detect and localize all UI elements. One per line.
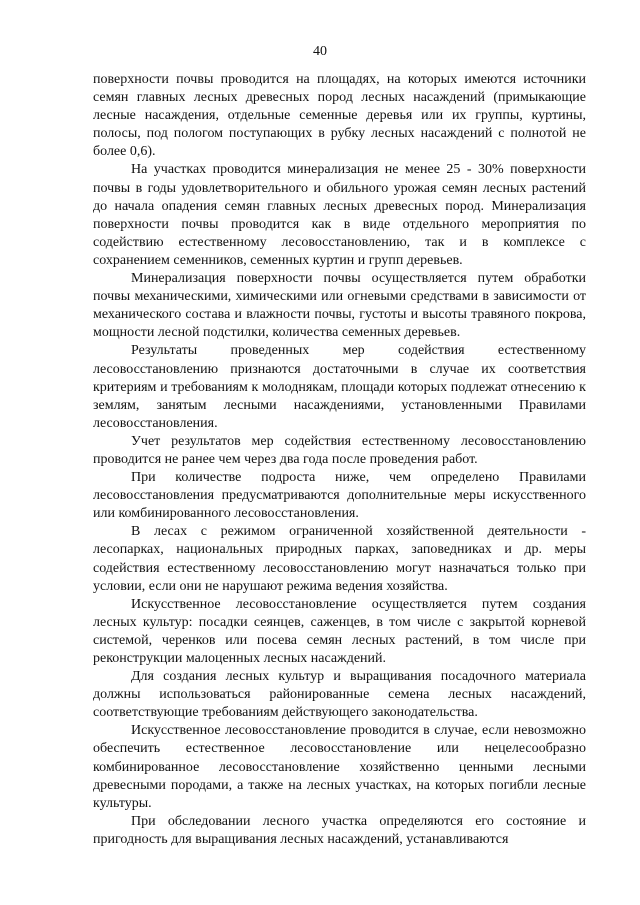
paragraph-11: При обследовании лесного участка определяются его состояние и пригодность для выращивания лесных насаждений, устанавливаются (93, 813, 586, 847)
paragraph-6: При количестве подроста ниже, чем определено Правилами лесовосстановления предусматриваются дополнительные меры искусственного или комбинированного лесовосстановления. (93, 470, 586, 522)
paragraph-2: На участках проводится минерализация не менее 25 - 30% поверхности почвы в годы удовлетворительного и обильного урожая семян лесных растений до начала опадения семян главных лесных древесных пород. Минерализация поверхности почвы проводится как в виде отдельного мероприятия по содействию естественному лесовосстановлению, так и в комплексе с сохранением семенников, семенных куртин и групп деревьев. (93, 162, 586, 268)
paragraph-1: поверхности почвы проводится на площадях, на которых имеются источники семян главных лесных древесных пород лесных насаждений (примыкающие лесные насаждения, отдельные семенные деревья или их группы, куртины, полосы, под пологом поступающих в рубку лесных насаждений с полнотой не более 0,6). (93, 72, 586, 160)
paragraph-5: Учет результатов мер содействия естественному лесовосстановлению проводится не ранее чем через два года после проведения работ. (93, 433, 586, 467)
paragraph-7: В лесах с режимом ограниченной хозяйственной деятельности - лесопарках, национальных природных парках, заповедниках и др. меры содействия естественному лесовосстановлению могут назначаться только при условии, если они не нарушают режима ведения хозяйства. (93, 524, 586, 594)
page-number: 40 (313, 44, 327, 59)
document-body (93, 71, 586, 849)
paragraph-4: Результаты проведенных мер содействия естественному лесовосстановлению признаются достаточными в случае их соответствия критериям и требованиям к молоднякам, площади которых подлежат отнесению к землям, занятым лесными насаждениями, установленными Правилами лесовосстановления. (93, 343, 586, 431)
paragraph-8: Искусственное лесовосстановление осуществляется путем создания лесных культур: посадки сеянцев, саженцев, в том числе с закрытой корневой системой, черенков или посева семян лесных растений, в том числе при реконструкции малоценных лесных насаждений. (93, 596, 586, 666)
paragraph-3: Минерализация поверхности почвы осуществляется путем обработки почвы механическими, химическими или огневыми средствами в зависимости от механического состава и влажности почвы, густоты и высоты травяного покрова, мощности лесной подстилки, количества семенных деревьев. (93, 271, 586, 341)
paragraph-9: Для создания лесных культур и выращивания посадочного материала должны использоваться районированные семена лесных насаждений, соответствующие требованиям действующего законодательства. (93, 669, 586, 721)
paragraph-10: Искусственное лесовосстановление проводится в случае, если невозможно обеспечить естественное лесовосстановление или нецелесообразно комбинированное лесовосстановление хозяйственно ценными лесными древесными породами, а также на лесных участках, на которых погибли лесные культуры. (93, 723, 586, 811)
